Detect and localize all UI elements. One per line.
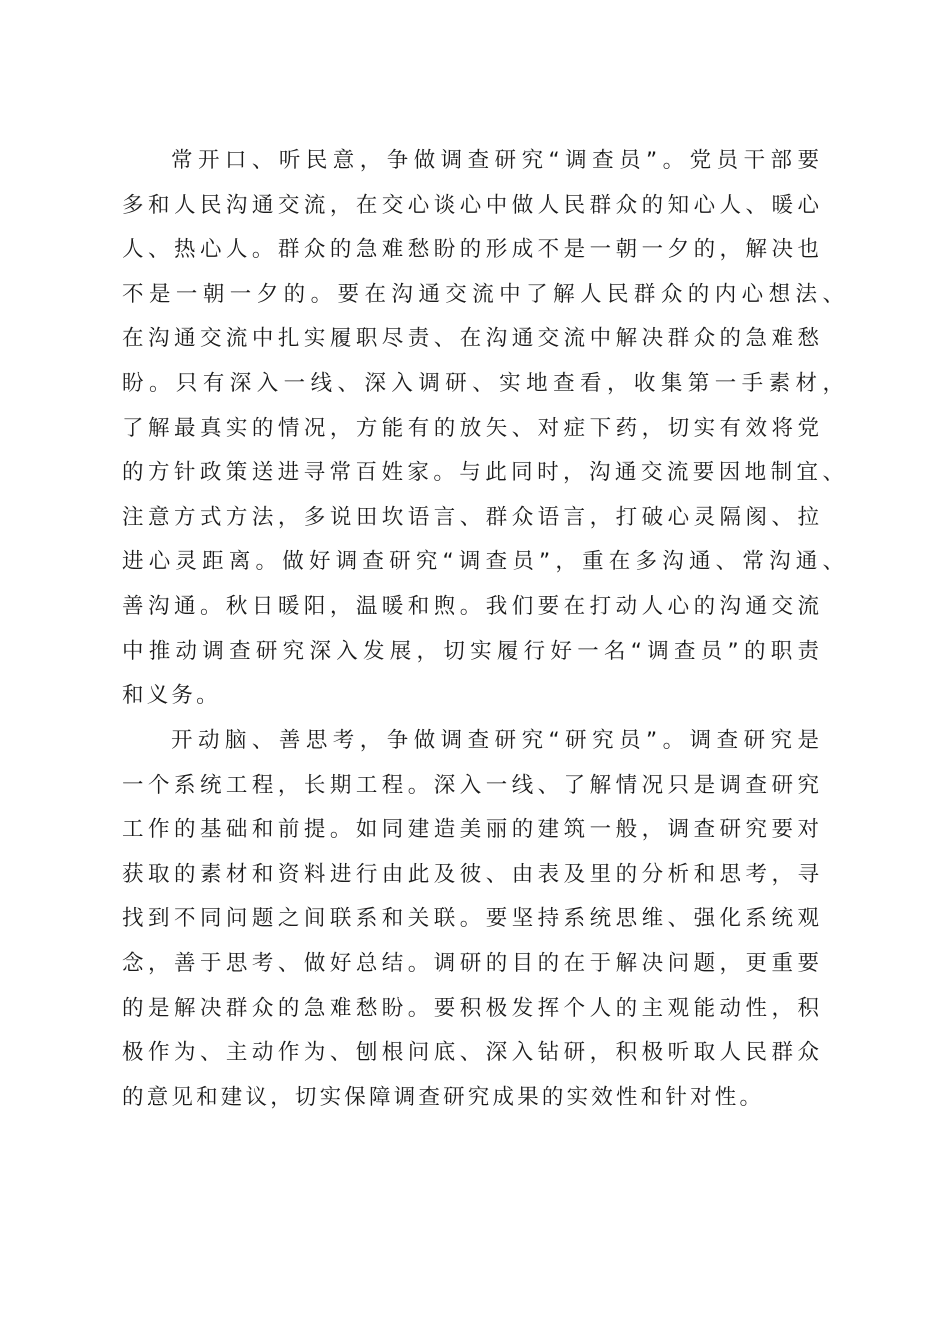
text-line: 的方针政策送进寻常百姓家。与此同时，沟通交流要因地制宜、 xyxy=(122,460,844,486)
text-line: 工作的基础和前提。如同建造美丽的建筑一般，调查研究要对 xyxy=(122,817,819,843)
text-line: 开动脑、善思考，争做调查研究“研究员”。调查研究是 xyxy=(171,728,819,753)
paragraph-investigator xyxy=(122,139,844,719)
text-line: 在沟通交流中扎实履职尽责、在沟通交流中解决群众的急难愁 xyxy=(122,326,819,352)
text-line: 常开口、听民意，争做调查研究“调查员”。党员干部要 xyxy=(171,148,819,173)
text-line: 善沟通。秋日暖阳，温暖和煦。我们要在打动人心的沟通交流 xyxy=(122,593,819,619)
text-line: 中推动调查研究深入发展，切实履行好一名“调查员”的职责 xyxy=(122,638,819,664)
text-line: 找到不同问题之间联系和关联。要坚持系统思维、强化系统观 xyxy=(122,906,819,932)
text-line: 和义务。 xyxy=(122,683,221,709)
text-line: 的是解决群众的急难愁盼。要积极发挥个人的主观能动性，积 xyxy=(122,995,819,1021)
text-line: 的意见和建议，切实保障调查研究成果的实效性和针对性。 xyxy=(122,1084,765,1110)
text-line: 极作为、主动作为、刨根问底、深入钻研，积极听取人民群众 xyxy=(122,1040,819,1066)
text-line: 不是一朝一夕的。要在沟通交流中了解人民群众的内心想法、 xyxy=(122,281,844,307)
paragraph-researcher xyxy=(122,719,819,1120)
text-line: 盼。只有深入一线、深入调研、实地查看，收集第一手素材， xyxy=(122,370,844,396)
text-line: 获取的素材和资料进行由此及彼、由表及里的分析和思考，寻 xyxy=(122,861,819,887)
text-line: 念，善于思考、做好总结。调研的目的在于解决问题，更重要 xyxy=(122,950,819,976)
text-line: 注意方式方法，多说田坎语言、群众语言，打破心灵隔阂、拉 xyxy=(122,504,819,530)
text-line: 了解最真实的情况，方能有的放矢、对症下药，切实有效将党 xyxy=(122,415,819,441)
text-line: 进心灵距离。做好调查研究“调查员”，重在多沟通、常沟通、 xyxy=(122,549,844,575)
text-line: 一个系统工程，长期工程。深入一线、了解情况只是调查研究 xyxy=(122,772,819,798)
text-line: 多和人民沟通交流，在交心谈心中做人民群众的知心人、暖心 xyxy=(122,192,819,218)
text-line: 人、热心人。群众的急难愁盼的形成不是一朝一夕的，解决也 xyxy=(122,237,819,263)
